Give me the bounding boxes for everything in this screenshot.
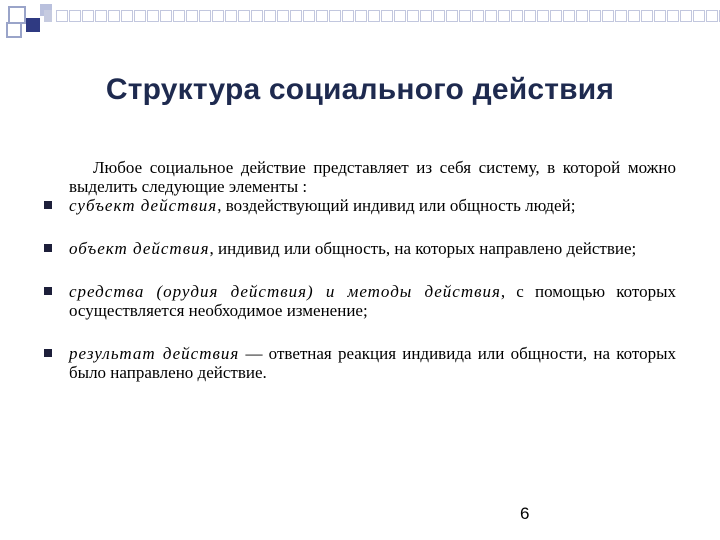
list-item [44,239,676,258]
square-bullet-icon [44,201,52,209]
decor-tile [420,10,432,22]
item-text: , с помощью которых осуществляется необходимое изменение; [69,282,676,320]
decor-tile [511,10,523,22]
decor-tile [368,10,380,22]
page-number: 6 [520,504,530,523]
item-term: средства (орудия действия) и методы действия [69,282,501,301]
intro-paragraph: Любое социальное действие представляет из себя систему, в которой можно выделить следующие элементы : [69,158,676,196]
decor-tile [160,10,172,22]
slide-body [44,158,676,382]
decor-tile [264,10,276,22]
top-decor-bar [44,10,720,22]
decor-tile [225,10,237,22]
item-text: , индивид или общность, на которых направлено действие; [209,239,637,258]
decor-tile [472,10,484,22]
decor-tile [524,10,536,22]
decor-tile [485,10,497,22]
decor-tile [667,10,679,22]
decor-tile [329,10,341,22]
decor-tile [706,10,718,22]
decor-tile [121,10,133,22]
decor-tile [589,10,601,22]
decor-tile [238,10,250,22]
decor-tile [615,10,627,22]
decor-tile [433,10,445,22]
decor-tile [290,10,302,22]
list-item [44,282,676,320]
decor-tile [342,10,354,22]
decor-tile [563,10,575,22]
list-item [44,344,676,382]
decor-tile [654,10,666,22]
decor-tile [95,10,107,22]
decor-tile [537,10,549,22]
decor-tile [251,10,263,22]
decor-tile [498,10,510,22]
decor-tile [576,10,588,22]
decor-square [6,22,22,38]
decor-tile [69,10,81,22]
decor-tile [693,10,705,22]
decor-tile [147,10,159,22]
decor-tile [355,10,367,22]
decor-tile [550,10,562,22]
decor-tile [134,10,146,22]
slide-title: Структура социального действия [105,73,615,106]
decor-tile [277,10,289,22]
item-text: — ответная реакция индивида или общности, на которых было направлено действие. [69,344,676,382]
decor-tile [56,10,68,22]
decor-tile [641,10,653,22]
decor-tile [628,10,640,22]
decor-tile [316,10,328,22]
decor-tile [459,10,471,22]
item-text: , воздействующий индивид или общность людей; [217,196,576,215]
square-bullet-icon [44,349,52,357]
item-term: субъект действия [69,196,218,215]
list-item [44,196,676,215]
item-term: результат действия [69,344,240,363]
decor-tile [407,10,419,22]
decor-tile [303,10,315,22]
decor-tile [680,10,692,22]
decor-tile [108,10,120,22]
decor-tile [212,10,224,22]
decor-tile [446,10,458,22]
decor-tile [394,10,406,22]
decor-tile [186,10,198,22]
decor-tile [82,10,94,22]
decor-tile [602,10,614,22]
square-bullet-icon [44,244,52,252]
decor-square [26,18,40,32]
decor-tile [381,10,393,22]
item-term: объект действия [69,239,210,258]
square-bullet-icon [44,287,52,295]
decor-tile [173,10,185,22]
decor-tile [199,10,211,22]
